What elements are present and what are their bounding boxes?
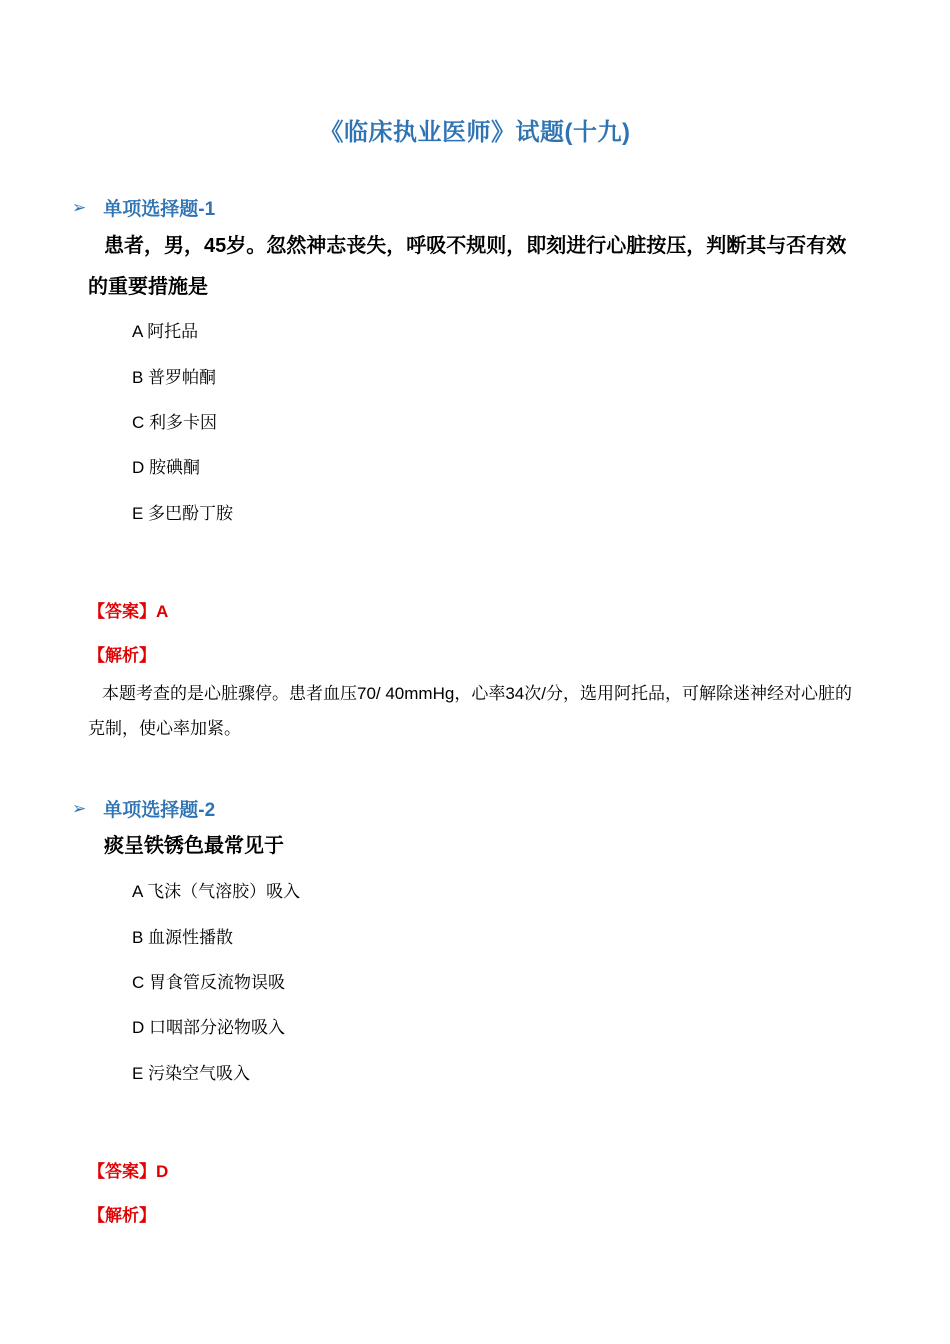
option-a: A 飞沫（气溶胶）吸入 xyxy=(132,882,301,901)
arrow-bullet-icon: ➢ xyxy=(72,198,87,217)
section-heading-1 xyxy=(72,194,215,221)
section-label: 单项选择题-1 xyxy=(103,199,216,220)
analysis-label-1: 【解析】 xyxy=(88,646,156,665)
option-a: A 阿托品 xyxy=(132,322,199,341)
analysis-text-1: 本题考查的是心脏骤停。患者血压70/ 40mmHg，心率34次/分，选用阿托品，可解除迷神经对心脏的克制，使心率加紧。 xyxy=(88,684,852,738)
option-c: C 利多卡因 xyxy=(132,413,217,432)
option-e: E 污染空气吸入 xyxy=(132,1064,251,1083)
analysis-label-2: 【解析】 xyxy=(88,1206,156,1225)
document-title: 《临床执业医师》试题(十九) xyxy=(319,119,631,146)
option-d: D 口咽部分泌物吸入 xyxy=(132,1018,285,1037)
option-d: D 胺碘酮 xyxy=(132,458,200,477)
option-c: C 胃食管反流物误吸 xyxy=(132,973,285,992)
answer-label-2: 【答案】D xyxy=(88,1162,169,1181)
arrow-bullet-icon: ➢ xyxy=(72,799,87,818)
question-stem-1: 患者，男，45岁。忽然神志丧失，呼吸不规则，即刻进行心脏按压，判断其与否有效的重要措施是 xyxy=(88,235,847,298)
question-stem-2: 痰呈铁锈色最常见于 xyxy=(104,835,284,857)
option-b: B 血源性播散 xyxy=(132,928,234,947)
answer-label-1: 【答案】A xyxy=(88,602,169,621)
section-heading-2 xyxy=(72,795,215,822)
section-label: 单项选择题-2 xyxy=(103,800,216,821)
option-e: E 多巴酚丁胺 xyxy=(132,504,234,523)
option-b: B 普罗帕酮 xyxy=(132,368,217,387)
